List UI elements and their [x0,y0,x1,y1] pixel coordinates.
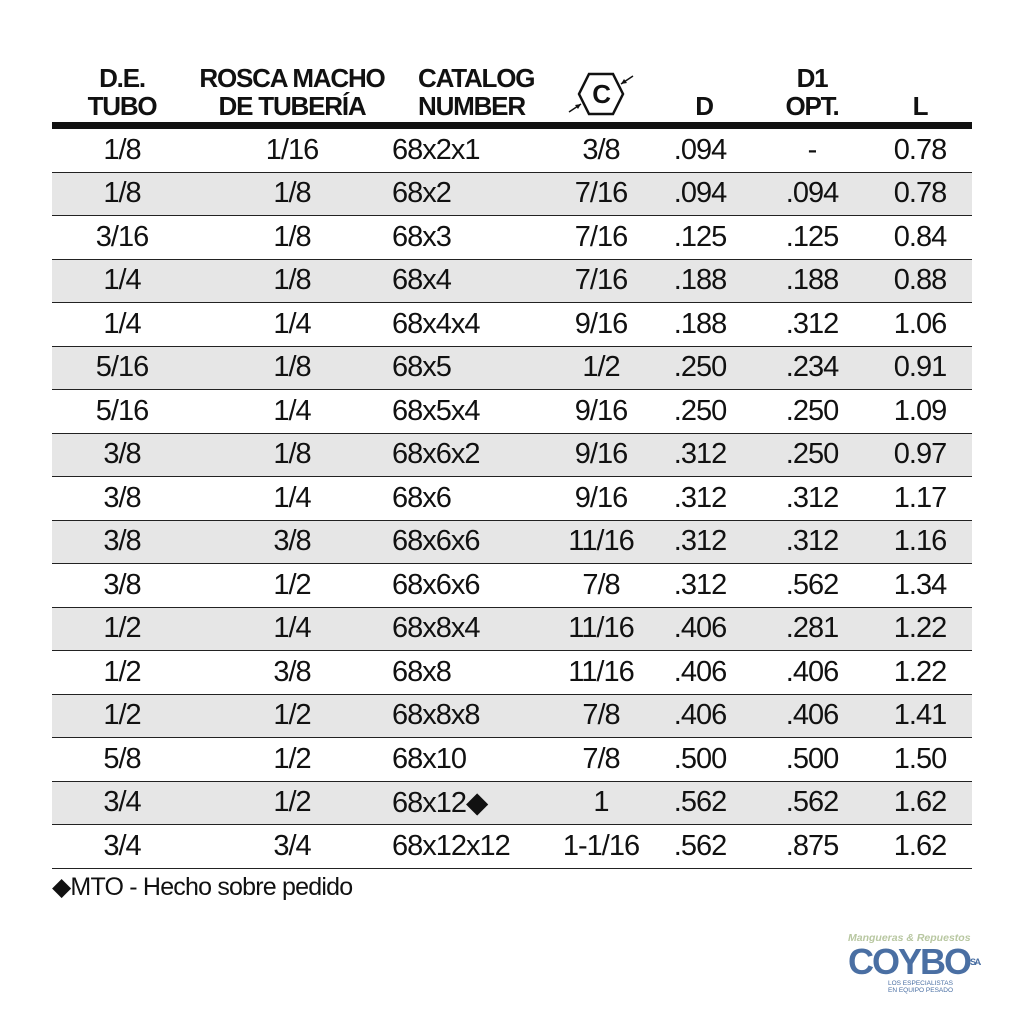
table-row [52,477,972,521]
cell-d: .125 [644,216,756,260]
cell-d: .312 [644,477,756,521]
cell-d1-opt: .250 [756,390,868,434]
cell-d: .562 [644,825,756,869]
cell-pipe-thread: 3/8 [192,520,392,564]
table-row [52,607,972,651]
cell-catalog-number: 68x6x6 [392,564,558,608]
cell-l: 1.09 [868,390,972,434]
table-header [52,58,972,120]
cell-catalog-number: 68x3 [392,216,558,260]
cell-l: 1.62 [868,825,972,869]
cell-hex-size: 7/8 [558,738,644,782]
cell-pipe-thread: 1/8 [192,433,392,477]
table-row [52,520,972,564]
table-row [52,129,972,172]
cell-d1-opt: .562 [756,564,868,608]
cell-pipe-thread: 1/4 [192,477,392,521]
cell-catalog-number: 68x4x4 [392,303,558,347]
cell-catalog-number: 68x8x8 [392,694,558,738]
cell-hex-size: 11/16 [558,651,644,695]
header-rule [52,122,972,129]
header-pipe-thread: ROSCA MACHO DE TUBERÍA [199,63,385,121]
cell-d: .500 [644,738,756,782]
table-row [52,390,972,434]
cell-catalog-number: 68x8x4 [392,607,558,651]
cell-pipe-thread: 1/16 [192,129,392,172]
cell-hex-size: 11/16 [558,607,644,651]
cell-d1-opt: .875 [756,825,868,869]
cell-pipe-thread: 3/8 [192,651,392,695]
cell-pipe-thread: 1/4 [192,607,392,651]
logo-sub1: LOS ESPECIALISTAS [888,980,953,987]
cell-tube-od: 3/16 [52,216,192,260]
cell-l: 0.97 [868,433,972,477]
cell-hex-size: 1/2 [558,346,644,390]
cell-catalog-number: 68x5x4 [392,390,558,434]
logo-sub2: EN EQUIPO PESADO [888,987,954,994]
fitting-table [52,129,972,869]
cell-catalog-number: 68x10 [392,738,558,782]
cell-tube-od: 5/16 [52,346,192,390]
header-d1-opt: D1 OPT. [785,63,839,121]
cell-l: 1.41 [868,694,972,738]
cell-d1-opt: .312 [756,520,868,564]
cell-hex-size: 1-1/16 [558,825,644,869]
cell-d: .562 [644,781,756,825]
cell-d1-opt: .562 [756,781,868,825]
cell-tube-od: 1/8 [52,129,192,172]
header-tube-od: D.E. TUBO [87,63,157,121]
cell-d: .406 [644,651,756,695]
cell-tube-od: 3/4 [52,825,192,869]
cell-l: 0.84 [868,216,972,260]
cell-tube-od: 3/4 [52,781,192,825]
logo-tagline: Mangueras & Repuestos [848,932,971,944]
cell-tube-od: 5/8 [52,738,192,782]
cell-tube-od: 1/2 [52,651,192,695]
cell-hex-size: 1 [558,781,644,825]
cell-d: .312 [644,433,756,477]
cell-d: .094 [644,172,756,216]
cell-tube-od: 1/2 [52,607,192,651]
table-row [52,346,972,390]
cell-pipe-thread: 1/8 [192,216,392,260]
cell-pipe-thread: 1/2 [192,781,392,825]
cell-d1-opt: .234 [756,346,868,390]
cell-catalog-number: 68x6x2 [392,433,558,477]
cell-d: .188 [644,303,756,347]
cell-d: .312 [644,520,756,564]
table-row [52,433,972,477]
cell-catalog-number: 68x6x6 [392,520,558,564]
cell-l: 1.16 [868,520,972,564]
cell-tube-od: 3/8 [52,564,192,608]
cell-l: 1.34 [868,564,972,608]
cell-tube-od: 1/2 [52,694,192,738]
cell-l: 0.91 [868,346,972,390]
cell-hex-size: 7/16 [558,259,644,303]
company-logo [848,932,998,1002]
cell-tube-od: 3/8 [52,433,192,477]
hex-wrench-icon [561,68,641,120]
cell-d1-opt: .500 [756,738,868,782]
cell-d1-opt: .188 [756,259,868,303]
cell-l: 0.78 [868,172,972,216]
cell-pipe-thread: 1/8 [192,172,392,216]
cell-d: .406 [644,607,756,651]
cell-catalog-number: 68x12x12 [392,825,558,869]
cell-d1-opt: .250 [756,433,868,477]
cell-l: 1.22 [868,651,972,695]
cell-hex-size: 7/8 [558,694,644,738]
cell-l: 1.06 [868,303,972,347]
cell-catalog-number: 68x2x1 [392,129,558,172]
cell-l: 1.50 [868,738,972,782]
header-d: D [695,91,713,121]
cell-d1-opt: .312 [756,477,868,521]
table-row [52,694,972,738]
cell-d1-opt: .406 [756,651,868,695]
cell-l: 0.88 [868,259,972,303]
cell-tube-od: 3/8 [52,520,192,564]
cell-pipe-thread: 1/2 [192,564,392,608]
table-row [52,738,972,782]
cell-pipe-thread: 1/8 [192,346,392,390]
cell-pipe-thread: 1/2 [192,738,392,782]
cell-d: .250 [644,346,756,390]
cell-pipe-thread: 1/2 [192,694,392,738]
cell-hex-size: 11/16 [558,520,644,564]
cell-pipe-thread: 1/4 [192,303,392,347]
header-catalog-number: CATALOG NUMBER [418,63,535,121]
footnote: ◆MTO - Hecho sobre pedido [52,873,353,901]
table-row [52,781,972,825]
cell-hex-size: 7/16 [558,216,644,260]
cell-pipe-thread: 3/4 [192,825,392,869]
table-row [52,172,972,216]
cell-hex-size: 7/16 [558,172,644,216]
cell-d1-opt: .312 [756,303,868,347]
cell-catalog-number: 68x2 [392,172,558,216]
cell-hex-size: 9/16 [558,303,644,347]
cell-hex-size: 9/16 [558,433,644,477]
table-row [52,825,972,869]
table-row [52,651,972,695]
cell-catalog-number: 68x6 [392,477,558,521]
cell-tube-od: 1/8 [52,172,192,216]
cell-d: .250 [644,390,756,434]
cell-catalog-number: 68x12◆ [392,781,558,825]
table-row [52,259,972,303]
table-row [52,564,972,608]
header-l: L [912,91,928,121]
cell-hex-size: 3/8 [558,129,644,172]
cell-tube-od: 3/8 [52,477,192,521]
cell-d1-opt: .281 [756,607,868,651]
logo-brand: $COYBO^{S.A.}$ [848,941,980,982]
table-row [52,216,972,260]
cell-hex-size: 9/16 [558,477,644,521]
header-hex-size [558,58,644,120]
cell-catalog-number: 68x4 [392,259,558,303]
cell-catalog-number: 68x8 [392,651,558,695]
cell-tube-od: 1/4 [52,303,192,347]
cell-tube-od: 1/4 [52,259,192,303]
cell-pipe-thread: 1/8 [192,259,392,303]
cell-d: .188 [644,259,756,303]
cell-l: 1.22 [868,607,972,651]
cell-d: .094 [644,129,756,172]
cell-d1-opt: .406 [756,694,868,738]
cell-d: .312 [644,564,756,608]
cell-l: 1.17 [868,477,972,521]
cell-d: .406 [644,694,756,738]
cell-l: 0.78 [868,129,972,172]
cell-hex-size: 9/16 [558,390,644,434]
cell-catalog-number: 68x5 [392,346,558,390]
spec-sheet [52,58,972,869]
cell-d1-opt: .125 [756,216,868,260]
svg-text:C: C [592,79,610,109]
cell-tube-od: 5/16 [52,390,192,434]
cell-l: 1.62 [868,781,972,825]
cell-d1-opt: - [756,129,868,172]
cell-pipe-thread: 1/4 [192,390,392,434]
cell-d1-opt: .094 [756,172,868,216]
cell-hex-size: 7/8 [558,564,644,608]
table-row [52,303,972,347]
